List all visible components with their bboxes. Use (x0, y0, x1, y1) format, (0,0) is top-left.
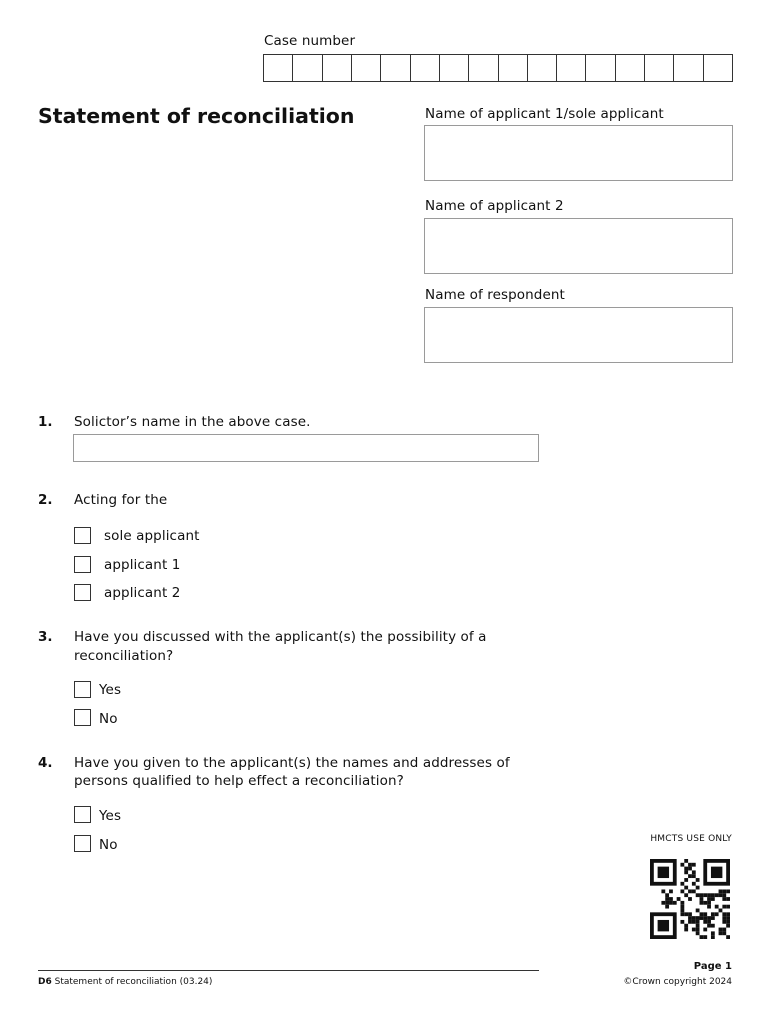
case-number-cell[interactable] (674, 55, 703, 81)
case-number-cell[interactable] (499, 55, 528, 81)
q3-no-checkbox[interactable] (74, 709, 91, 726)
applicant1-name-field[interactable] (424, 125, 733, 181)
case-number-cell[interactable] (381, 55, 410, 81)
page-title: Statement of reconciliation (38, 104, 355, 128)
q3-yes-checkbox[interactable] (74, 681, 91, 698)
question-3-text-line1: Have you discussed with the applicant(s) the possibility of a (74, 629, 487, 645)
case-number-cell[interactable] (586, 55, 615, 81)
case-number-cell[interactable] (616, 55, 645, 81)
question-1-text: Solictor’s name in the above case. (74, 414, 311, 430)
sole-applicant-checkbox[interactable] (74, 527, 91, 544)
question-4-text-line1: Have you given to the applicant(s) the names and addresses of (74, 755, 510, 771)
question-2-text: Acting for the (74, 492, 168, 508)
sole-applicant-label: sole applicant (104, 528, 200, 544)
respondent-label: Name of respondent (425, 287, 565, 303)
applicant1-label: Name of applicant 1/sole applicant (425, 106, 664, 122)
q4-no-checkbox[interactable] (74, 835, 91, 852)
case-number-label: Case number (264, 33, 356, 49)
case-number-cell[interactable] (352, 55, 381, 81)
page-number: Page 1 (693, 961, 732, 972)
question-4-text-line2: persons qualified to help effect a reconciliation? (74, 773, 404, 789)
question-3-number: 3. (38, 629, 53, 645)
case-number-input[interactable] (263, 54, 733, 82)
respondent-name-field[interactable] (424, 307, 733, 363)
case-number-cell[interactable] (293, 55, 322, 81)
q4-no-label: No (99, 837, 118, 853)
question-1-number: 1. (38, 414, 53, 430)
case-number-cell[interactable] (411, 55, 440, 81)
case-number-cell[interactable] (264, 55, 293, 81)
question-3-text-line2: reconciliation? (74, 648, 174, 664)
hmcts-use-only-label: HMCTS USE ONLY (650, 834, 732, 844)
qr-code-icon (648, 859, 732, 939)
case-number-cell[interactable] (469, 55, 498, 81)
applicant-2-label: applicant 2 (104, 585, 181, 601)
q3-yes-label: Yes (99, 682, 122, 698)
case-number-cell[interactable] (645, 55, 674, 81)
applicant-2-checkbox[interactable] (74, 584, 91, 601)
solicitor-name-field[interactable] (73, 434, 539, 462)
q4-yes-label: Yes (99, 808, 122, 824)
applicant2-label: Name of applicant 2 (425, 198, 564, 214)
q4-yes-checkbox[interactable] (74, 806, 91, 823)
question-2-number: 2. (38, 492, 53, 508)
case-number-cell[interactable] (440, 55, 469, 81)
applicant-1-checkbox[interactable] (74, 556, 91, 573)
footer-form-id (38, 977, 212, 987)
question-4-number: 4. (38, 755, 53, 771)
q3-no-label: No (99, 711, 118, 727)
case-number-cell[interactable] (557, 55, 586, 81)
form-title: Statement of reconciliation (03.24) (54, 977, 213, 987)
case-number-cell[interactable] (323, 55, 352, 81)
case-number-cell[interactable] (704, 55, 732, 81)
applicant2-name-field[interactable] (424, 218, 733, 274)
form-code: D6 (38, 977, 52, 987)
case-number-cell[interactable] (528, 55, 557, 81)
footer-divider (38, 970, 539, 971)
applicant-1-label: applicant 1 (104, 557, 181, 573)
copyright: ©Crown copyright 2024 (623, 977, 732, 987)
